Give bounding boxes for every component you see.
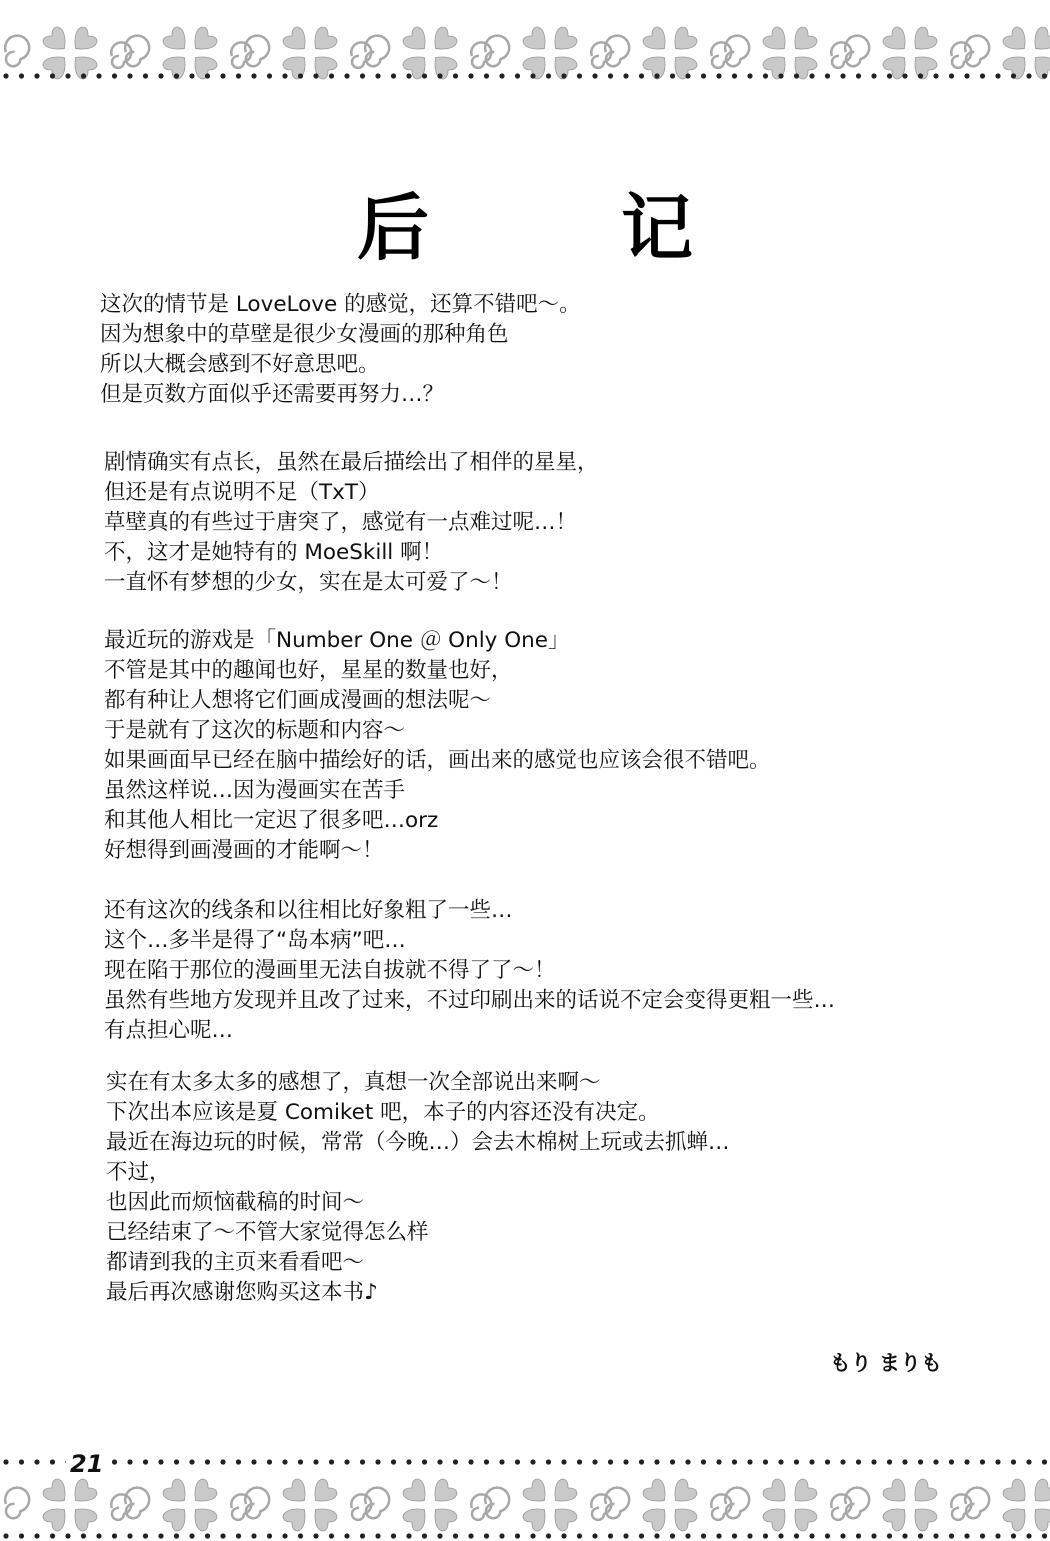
text-line: 虽然这样说…因为漫画实在苦手 — [104, 778, 406, 803]
text-line: 下次出本应该是夏 Comiket 吧，本子的内容还没有决定。 — [106, 1100, 660, 1125]
text-line: 这个…多半是得了“岛本病”吧… — [104, 928, 406, 953]
text-line: 都请到我的主页来看看吧～ — [106, 1250, 365, 1275]
heart-clover-pattern-icon — [0, 0, 1050, 80]
text-line: 还有这次的线条和以往相比好象粗了一些… — [104, 898, 513, 923]
paragraph-3 — [104, 626, 771, 866]
text-line: 最近玩的游戏是「Number One ＠ Only One」 — [104, 628, 570, 653]
text-line: 于是就有了这次的标题和内容～ — [104, 718, 406, 743]
text-line: 因为想象中的草壁是很少女漫画的那种角色 — [100, 322, 509, 347]
text-line: 但还是有点说明不足（TxT） — [104, 480, 380, 505]
bottom-decorative-border — [0, 1456, 1050, 1541]
text-line: 所以大概会感到不好意思吧。 — [100, 352, 380, 377]
text-line: 实在有太多太多的感想了，真想一次全部说出来啊～ — [106, 1070, 601, 1095]
page-title: 后 记 — [356, 186, 753, 270]
text-line: 如果画面早已经在脑中描绘好的话，画出来的感觉也应该会很不错吧。 — [104, 748, 771, 773]
text-line: 都有种让人想将它们画成漫画的想法呢～ — [104, 688, 492, 713]
paragraph-5 — [106, 1068, 730, 1308]
text-line: 有点担心呢… — [104, 1018, 234, 1043]
text-line: 这次的情节是 LoveLove 的感觉，还算不错吧～。 — [100, 292, 581, 317]
page-number: 21 — [66, 1450, 107, 1478]
paragraph-2 — [104, 448, 599, 598]
heart-clover-pattern-icon — [0, 1456, 1050, 1541]
text-line: 草壁真的有些过于唐突了，感觉有一点难过呢…！ — [104, 510, 578, 535]
text-line: 和其他人相比一定迟了很多吧…orz — [104, 808, 439, 833]
text-line: 最后再次感谢您购买这本书♪ — [106, 1280, 378, 1305]
text-line: 已经结束了～不管大家觉得怎么样 — [106, 1220, 429, 1245]
text-line: 也因此而烦恼截稿的时间～ — [106, 1190, 365, 1215]
paragraph-4 — [104, 896, 835, 1046]
text-line: 最近在海边玩的时候，常常（今晚…）会去木棉树上玩或去抓蝉… — [106, 1130, 730, 1155]
top-decorative-border — [0, 0, 1050, 80]
text-line: 现在陷于那位的漫画里无法自拔就不得了了～！ — [104, 958, 556, 983]
text-line: 好想得到画漫画的才能啊～！ — [104, 838, 384, 863]
text-line: 剧情确实有点长，虽然在最后描绘出了相伴的星星， — [104, 450, 599, 475]
author-signature: もり まりも — [829, 1351, 942, 1375]
text-line: 但是页数方面似乎还需要再努力…？ — [100, 382, 445, 407]
text-line: 不过， — [106, 1160, 171, 1185]
text-line: 不，这才是她特有的 MoeSkill 啊！ — [104, 540, 444, 565]
paragraph-1 — [100, 290, 581, 410]
text-line: 一直怀有梦想的少女，实在是太可爱了～！ — [104, 570, 513, 595]
text-line: 不管是其中的趣闻也好，星星的数量也好， — [104, 658, 513, 683]
text-line: 虽然有些地方发现并且改了过来，不过印刷出来的话说不定会变得更粗一些… — [104, 988, 836, 1013]
